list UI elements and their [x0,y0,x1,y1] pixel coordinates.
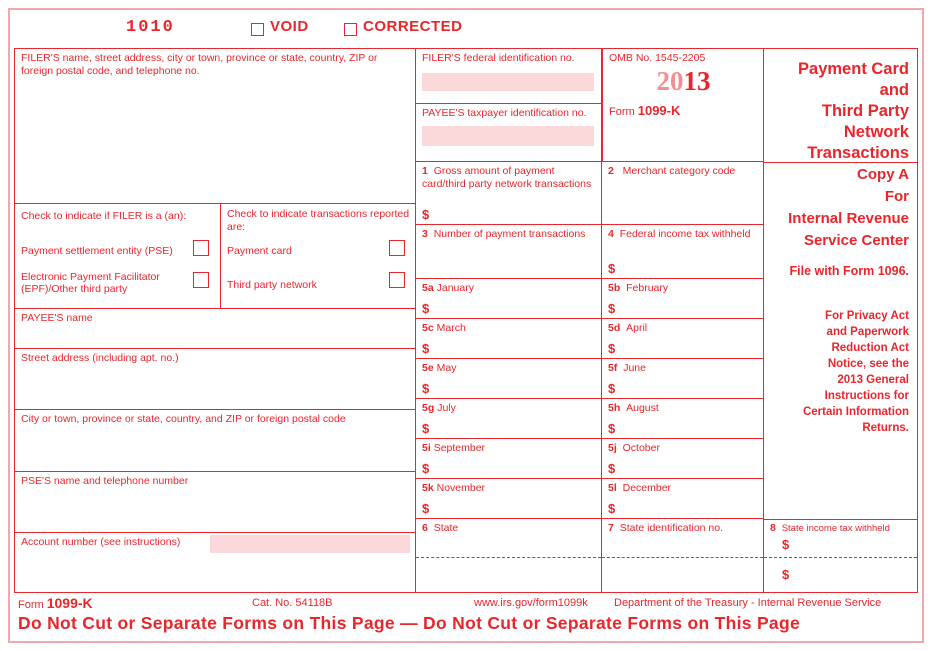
street-address-label: Street address (including apt. no.) [21,352,179,364]
top-strip [14,14,918,48]
box5b-label [602,279,763,295]
void-label: VOID [270,18,309,35]
box5h-text: August [626,402,659,414]
file-with-note: File with Form 1096. [789,264,909,278]
month-row [416,399,763,439]
form-footer [14,593,918,641]
box5c-dollar-sign: $ [422,341,430,356]
epf-label-line1: Electronic Payment Facilitator [21,271,160,283]
box5c-march[interactable] [416,319,602,358]
box5a-number: 5a [422,282,434,294]
box5d-number: 5d [608,322,621,334]
footer-form-designation [18,595,93,611]
box4-label [602,225,764,241]
form-designation [603,97,764,118]
form-page [8,8,924,643]
box4-number: 4 [608,228,614,240]
box5g-label [416,399,601,415]
box5g-text: July [437,402,456,414]
copy-a-block [764,162,917,278]
corrected-label: CORRECTED [363,18,463,35]
box3-text: Number of payment transactions [433,228,586,240]
form-designation-value: 1099-K [637,103,681,118]
box5l-text: December [622,482,672,494]
box5f-number: 5f [608,362,618,374]
box2-text: Merchant category code [622,165,736,177]
box5j-label [602,439,763,455]
month-row [416,359,763,399]
form-serial-number: 1010 [126,18,175,37]
box5a-label [416,279,601,295]
box5e-number: 5e [422,362,434,374]
box5l-dollar-sign: $ [608,501,616,516]
box5b-february[interactable] [602,279,763,318]
box5f-dollar-sign: $ [608,381,616,396]
box8-dollar-sign-1: $ [782,537,790,552]
filer-type-group [15,204,220,308]
privacy-line2: and Paperwork [826,326,909,338]
filer-fed-id-field[interactable] [416,49,602,104]
box5c-text: March [436,322,466,334]
footer-form-value: 1099-K [46,595,93,611]
box6-label [416,519,601,535]
box4-text: Federal income tax withheld [619,228,751,240]
month-row [416,319,763,359]
form-designation-prefix: Form [609,106,635,118]
state-id-dash-divider [602,557,763,558]
pse-name-phone-label: PSE'S name and telephone number [21,475,189,487]
transaction-type-group [220,204,415,308]
box3-number: 3 [422,228,428,240]
box2-number: 2 [608,165,614,177]
box5j-october[interactable] [602,439,763,478]
box5a-january[interactable] [416,279,602,318]
privacy-line6: Instructions for [824,390,909,402]
box8-text: State income tax withheld [781,523,890,534]
box5a-dollar-sign: $ [422,301,430,316]
box5c-label [416,319,601,335]
box7-text: State identification no. [619,522,724,534]
box5b-dollar-sign: $ [608,301,616,316]
account-number-field[interactable] [15,533,415,593]
month-row [416,479,763,519]
box5f-text: June [623,362,646,374]
filer-info-label: FILER'S name, street address, city or town, province or state, country, ZIP or foreign postal code, and telephone no. [21,52,378,77]
box5d-april[interactable] [602,319,763,358]
form-title-line4: Transactions [807,144,909,162]
box2-merchant-category-code[interactable] [602,162,764,225]
privacy-line1: For Privacy Act [825,310,909,322]
omb-block [602,49,764,162]
do-not-cut-notice: Do Not Cut or Separate Forms on This Page — Do Not Cut or Separate Forms on This Page [18,613,800,633]
check-indicators-block [15,204,415,309]
box5l-number: 5l [608,482,617,494]
box5g-july[interactable] [416,399,602,438]
box5j-text: October [622,442,660,454]
void-checkbox[interactable] [251,23,264,36]
box5c-number: 5c [422,322,434,334]
box4-federal-income-tax-withheld[interactable] [602,225,764,279]
tax-year-prefix: 20 [656,66,684,96]
payee-name-field[interactable] [15,309,415,349]
box7-number: 7 [608,522,614,534]
box1-label [416,162,601,190]
account-number-label: Account number (see instructions) [21,536,181,548]
city-town-field[interactable] [15,410,415,472]
tax-year [603,66,764,97]
footer-form-prefix: Form [18,599,44,611]
box5i-label [416,439,601,455]
right-column [763,49,917,592]
box6-state[interactable] [416,519,602,592]
box5a-text: January [436,282,474,294]
pse-name-phone-field[interactable] [15,472,415,533]
payment-card-label: Payment card [227,245,292,257]
box1-number: 1 [422,165,428,177]
box5k-number: 5k [422,482,434,494]
box5g-dollar-sign: $ [422,421,430,436]
box1-text: Gross amount of payment card/third party network transactions [422,165,592,190]
box8-state-income-tax-withheld[interactable] [764,519,917,592]
form-title-line1: Payment Card and [798,60,909,99]
box5d-label [602,319,763,335]
box7-label [602,519,763,535]
box5e-text: May [436,362,457,374]
footer-meta-row [14,593,918,613]
box5k-label [416,479,601,495]
catalog-number: Cat. No. 54118B [252,597,333,609]
omb-number: OMB No. 1545-2205 [609,52,706,64]
filer-info-field[interactable] [15,49,415,204]
box5h-label [602,399,763,415]
box6-text: State [433,522,459,534]
box5j-dollar-sign: $ [608,461,616,476]
pse-checkbox[interactable] [193,240,209,256]
box8-dash-divider [764,557,917,558]
id-numbers-block [416,49,602,162]
privacy-act-block [764,307,917,435]
box5h-dollar-sign: $ [608,421,616,436]
form-title-line3: Network [843,123,909,141]
payee-name-label: PAYEE'S name [21,312,93,324]
payee-tin-field[interactable] [416,104,602,162]
pse-label: Payment settlement entity (PSE) [21,245,173,257]
copy-for-label: For [884,188,909,205]
box5j-number: 5j [608,442,617,454]
form-title-line2: Third Party [821,102,909,120]
box5k-text: November [436,482,486,494]
third-party-network-checkbox[interactable] [389,272,405,288]
box4-dollar-sign: $ [608,261,616,276]
treasury-department-label: Department of the Treasury - Internal Revenue Service [614,597,882,609]
third-party-network-label: Third party network [227,279,317,291]
box8-number: 8 [770,522,776,534]
payee-tin-label: PAYEE'S taxpayer identification no. [422,107,587,119]
left-column [15,49,415,592]
box1-gross-amount[interactable] [416,162,602,225]
filer-type-label: Check to indicate if FILER is a (an): [21,210,187,222]
city-town-label: City or town, province or state, country, and ZIP or foreign postal code [21,413,346,425]
box5i-text: September [433,442,486,454]
box5b-text: February [626,282,669,294]
street-address-field[interactable] [15,349,415,410]
box5i-number: 5i [422,442,431,454]
box5i-september[interactable] [416,439,602,478]
state-dash-divider [416,557,601,558]
copy-a-label: Copy A [857,166,909,183]
box8-dollar-sign-2: $ [782,567,790,582]
filer-fed-id-input[interactable] [422,73,594,91]
payment-card-checkbox[interactable] [389,240,405,256]
irs-line2: Service Center [803,232,909,249]
box5l-label [602,479,763,495]
state-block [416,519,763,592]
payee-tin-input[interactable] [422,126,594,146]
box6-number: 6 [422,522,428,534]
box5e-label [416,359,601,375]
box5g-number: 5g [422,402,435,414]
box5h-august[interactable] [602,399,763,438]
box5e-may[interactable] [416,359,602,398]
box5i-dollar-sign: $ [422,461,430,476]
privacy-line7: Certain Information [802,406,909,418]
form-grid [14,48,918,593]
box5k-november[interactable] [416,479,602,518]
box5e-dollar-sign: $ [422,381,430,396]
box5b-number: 5b [608,282,621,294]
tax-year-suffix: 13 [683,66,711,96]
box5d-text: April [626,322,648,334]
transaction-type-label: Check to indicate transactions reported are: [227,208,410,233]
box5l-december[interactable] [602,479,763,518]
privacy-line4: Notice, see the [827,358,909,370]
box5f-june[interactable] [602,359,763,398]
middle-column [415,49,763,592]
box3-label [416,225,601,241]
epf-label-line2: (EPF)/Other third party [21,283,128,295]
corrected-checkbox[interactable] [344,23,357,36]
form-title [764,49,917,164]
privacy-line8: Returns. [862,422,909,434]
privacy-line5: 2013 General [837,374,909,386]
form-inner [14,14,918,637]
box1-dollar-sign: $ [422,207,430,222]
box5k-dollar-sign: $ [422,501,430,516]
box2-label [602,162,764,178]
account-number-input[interactable] [210,535,410,553]
box3-number-of-transactions[interactable] [416,225,602,279]
box5d-dollar-sign: $ [608,341,616,356]
box5f-label [602,359,763,375]
privacy-line3: Reduction Act [831,342,909,354]
filer-fed-id-label: FILER'S federal identification no. [422,52,575,64]
box7-state-id[interactable] [602,519,763,592]
month-row [416,279,763,319]
epf-checkbox[interactable] [193,272,209,288]
irs-url[interactable]: www.irs.gov/form1099k [474,597,588,609]
box5h-number: 5h [608,402,621,414]
month-row [416,439,763,479]
box8-label [764,519,917,536]
irs-line1: Internal Revenue [788,210,909,227]
